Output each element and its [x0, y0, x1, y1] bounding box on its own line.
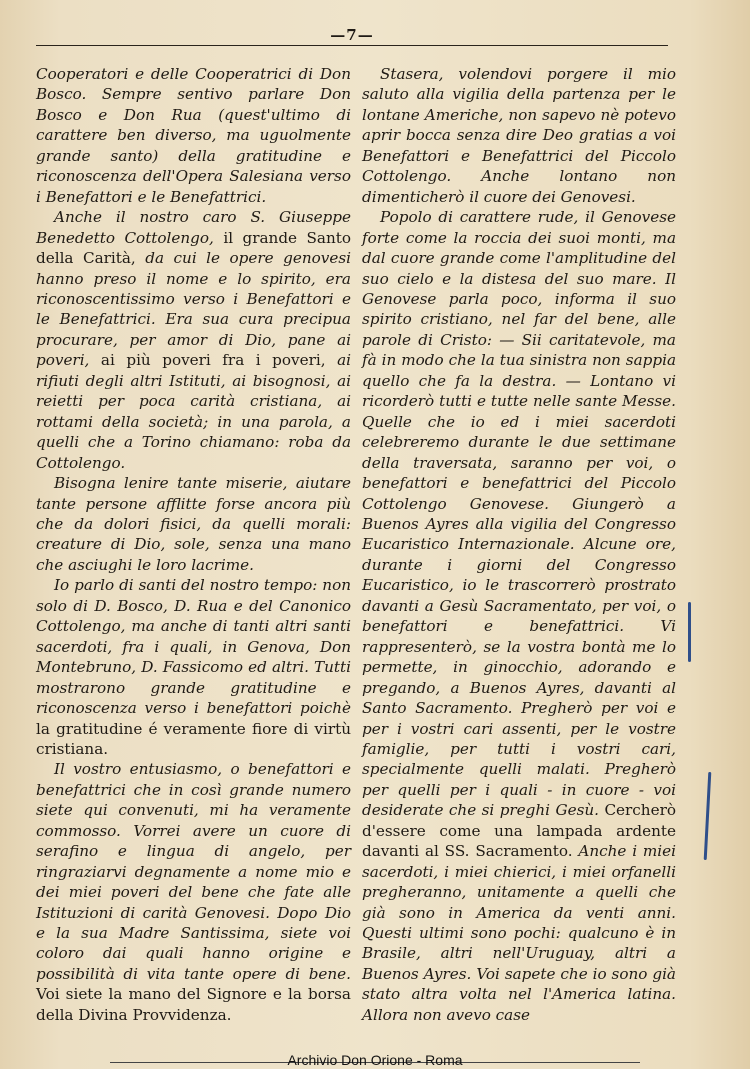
page-number: —7—: [330, 26, 374, 44]
text-run: Il vostro entusiasmo, o benefattori e benefattrici che in così grande numero siete qui convenuti, mi ha veramente commosso. Vorrei avere un cuore di serafino e lingua di angelo, per ringraziarvi degnamente a nome mio e dei miei poveri del bene che fate alle Istituzioni di carità Genovesi. Dopo Dio e la sua Madre Santissima, siete voi coloro dai quali hanno origine e possibilità di vita tante opere di bene.: [36, 760, 351, 983]
paragraph: [36, 64, 351, 207]
left-column: [36, 64, 351, 1025]
right-column: [362, 64, 676, 1025]
text-run: Cooperatori e delle Cooperatrici di Don Bosco. Sempre sentivo parlare Don Bosco e Don Rua (quest'ultimo di carattere ben diverso, ma uguolmente grande santo) della gratitudine e riconoscenza dell'Opera Salesiana verso i Benefattori e le Benefattrici.: [36, 65, 351, 206]
text-run: Io parlo di santi del nostro tempo: non solo di D. Bosco, D. Rua e del Canonico Cottolengo, ma anche di tanti altri santi sacerdoti, fra i quali, in Genova, Don Montebruno, D. Fassicomo ed altri. Tutti mostrarono grande gratitudine e riconoscenza verso i benefattori poichè: [36, 576, 351, 718]
paragraph: [36, 759, 351, 1025]
text-run: da cui le opere genovesi hanno preso il nome e lo spirito, era riconoscentissimo verso i Benefattori e le Benefattrici. Era sua cura precipua procurare, per amor di Dio, pane ai poveri,: [36, 249, 351, 370]
paragraph: [362, 207, 676, 1025]
ink-margin-mark: [704, 772, 712, 860]
archive-footer: Archivio Don Orione - Roma: [287, 1052, 463, 1068]
header-rule: [36, 45, 668, 46]
paragraph: [36, 207, 351, 473]
paragraph: [36, 575, 351, 759]
text-run: ai più poveri fra i poveri,: [100, 351, 338, 370]
text-run: Cercherò d'essere come una lampada ardente davanti al SS. Sacramento.: [362, 801, 676, 861]
text-run: Voi siete la mano del Signore e la borsa della Divina Provvidenza.: [36, 985, 351, 1024]
text-run: la gratitudine é veramente fiore di virtù cristiana.: [36, 719, 351, 758]
text-run: Stasera, volendovi porgere il mio saluto alla vigilia della partenza per le lontane Americhe, non sapevo nè potevo aprir bocca senza dire Deo gratias a voi Benefattori e Benefattrici del Piccolo Cottolengo. Anche lontano non dimenticherò il cuore dei Genovesi.: [362, 65, 676, 206]
paragraph: [36, 473, 351, 575]
text-run: il grande Santo della Carità,: [36, 228, 351, 268]
ink-margin-mark: [688, 602, 691, 662]
text-run: Popolo di carattere rude, il Genovese forte come la roccia dei suoi monti, ma dal cuore grande come l'amplitudine del suo cielo e la distesa del suo mare. Il Genovese parla poco, informa il suo spirito cristiano, nel far del bene, alle parole di Cristo: — Sii caritatevole, ma fà in modo che la tua sinistra non sappia quello che fa la destra. — Lontano vi ricorderò tutti e tutte nelle sante Messe. Quelle che io ed i miei sacerdoti celebreremo durante le due settimane della traversata, saranno per voi, o benefattori e benefattrici del Piccolo Cottolengo Genovese. Giungerò a Buenos Ayres alla vigilia del Congresso Eucaristico Internazionale. Alcune ore, durante i giorni del Congresso Eucaristico, io le trascorrerò prostrato davanti a Gesù Sacramentato, per voi, o benefattori e benefattrici. Vi rappresenterò, se la vostra bontà me lo permette, in ginocchio, adorando e pregando, a Buenos Ayres, davanti al Santo Sacramento. Pregherò per voi e per i vostri cari assenti, per le vostre famiglie, per tutti i vostri cari, specialmente quelli malati. Pregherò per quelli per i quali - in cuore - voi desiderate che si preghi Gesù.: [362, 208, 676, 820]
paragraph: [362, 64, 676, 207]
text-run: Bisogna lenire tante miserie, aiutare tante persone afflitte forse ancora più che da dolori fisici, da quelli morali: creature di Dio, sole, senza una mano che asciughi le loro lacrime.: [36, 474, 351, 574]
page-header: [36, 26, 668, 50]
text-run: ai rifiuti degli altri Istituti, ai bisognosi, ai reietti per poca carità cristiana, ai rottami della società; in una parola, a quelli che a Torino chiamano: roba da Cottolengo.: [36, 351, 351, 472]
text-run: Anche i miei sacerdoti, i miei chierici, i miei orfanelli pregheranno, unitamente a quelli che già sono in America da venti anni. Questi ultimi sono pochi: qualcuno è in Brasile, altri nell'Uruguay, altri a Buenos Ayres. Voi sapete che io sono già stato altra volta nel l'America latina. Allora non avevo case: [362, 842, 676, 1024]
text-run: Anche il nostro caro S. Giuseppe Benedetto Cottolengo,: [36, 208, 351, 247]
